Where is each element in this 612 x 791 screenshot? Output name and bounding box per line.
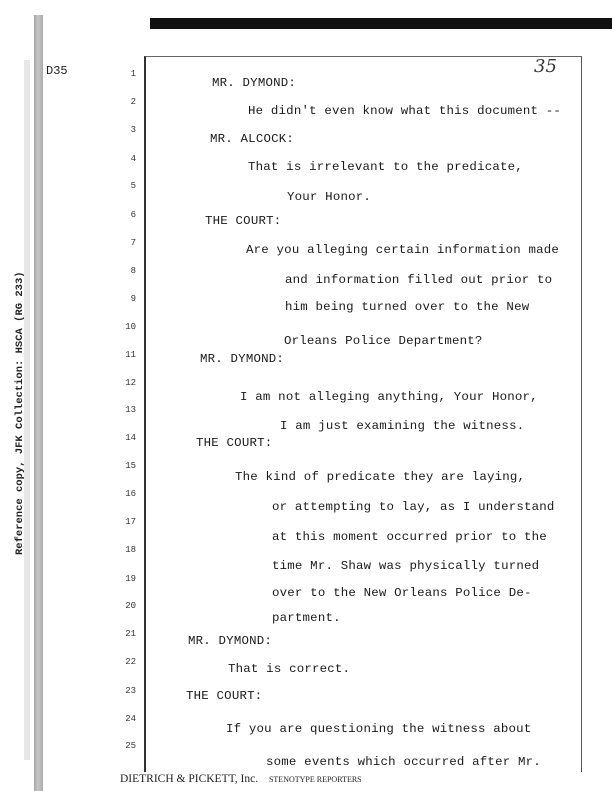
document-id: D35 [46, 64, 68, 78]
line-number: 11 [125, 350, 136, 360]
line-number: 14 [125, 433, 136, 443]
speaker-label: THE COURT: [196, 436, 273, 450]
line-number: 2 [130, 97, 136, 107]
line-number: 12 [125, 378, 136, 388]
footer-firm: DIETRICH & PICKETT, Inc. [120, 773, 259, 785]
transcript-line: or attempting to lay, as I understand [272, 500, 555, 514]
transcript-line: That is irrelevant to the predicate, [248, 160, 523, 174]
transcript-line: Your Honor. [287, 190, 371, 204]
speaker-label: MR. DYMOND: [212, 76, 296, 90]
speaker-label: MR. ALCOCK: [210, 132, 294, 146]
transcript-line: at this moment occurred prior to the [272, 530, 547, 544]
transcript-line: him being turned over to the New [285, 300, 530, 314]
transcript-line: time Mr. Shaw was physically turned [272, 559, 540, 573]
top-scan-bar [150, 18, 612, 29]
transcript-line: He didn't even know what this document -- [248, 104, 562, 118]
line-number: 20 [125, 601, 136, 611]
transcript-line: The kind of predicate they are laying, [235, 470, 526, 484]
line-number: 6 [130, 210, 136, 220]
speaker-label: THE COURT: [205, 214, 282, 228]
transcript-line: That is correct. [228, 662, 351, 676]
line-number: 7 [130, 238, 136, 248]
line-number: 22 [125, 657, 136, 667]
line-number: 3 [130, 125, 136, 135]
line-number: 8 [130, 266, 136, 276]
footer [120, 773, 362, 785]
line-number: 4 [130, 154, 136, 164]
line-number: 19 [125, 574, 136, 584]
speaker-label: MR. DYMOND: [200, 352, 284, 366]
handwritten-page-number: 35 [534, 56, 557, 77]
footer-subtitle: STENOTYPE REPORTERS [268, 775, 362, 784]
speaker-label: MR. DYMOND: [188, 634, 272, 648]
line-number: 9 [130, 294, 136, 304]
line-number: 10 [125, 322, 136, 332]
transcript-line: over to the New Orleans Police De- [272, 586, 532, 600]
transcript-line: I am just examining the witness. [280, 419, 525, 433]
transcript-line: I am not alleging anything, Your Honor, [240, 390, 538, 404]
transcript-line: partment. [272, 611, 341, 625]
transcript-line: Are you alleging certain information made [246, 243, 560, 257]
binding-shadow [34, 15, 43, 791]
line-number: 15 [125, 461, 136, 471]
transcript-line: and information filled out prior to [285, 273, 553, 287]
line-number: 1 [130, 69, 136, 79]
line-number: 23 [125, 686, 136, 696]
line-number: 21 [125, 629, 136, 639]
line-number: 16 [125, 489, 136, 499]
side-stamp: Reference copy, JFK Collection: HSCA (RG 233) [14, 271, 26, 555]
transcript-line: If you are questioning the witness about [226, 722, 532, 736]
line-number: 18 [125, 545, 136, 555]
transcript-line: some events which occurred after Mr. [266, 755, 541, 769]
speaker-label: THE COURT: [186, 689, 263, 703]
line-number: 17 [125, 517, 136, 527]
line-number: 24 [125, 714, 136, 724]
line-number: 13 [125, 405, 136, 415]
line-number: 25 [125, 741, 136, 751]
transcript-line: Orleans Police Department? [284, 334, 483, 348]
line-number: 5 [130, 181, 136, 191]
